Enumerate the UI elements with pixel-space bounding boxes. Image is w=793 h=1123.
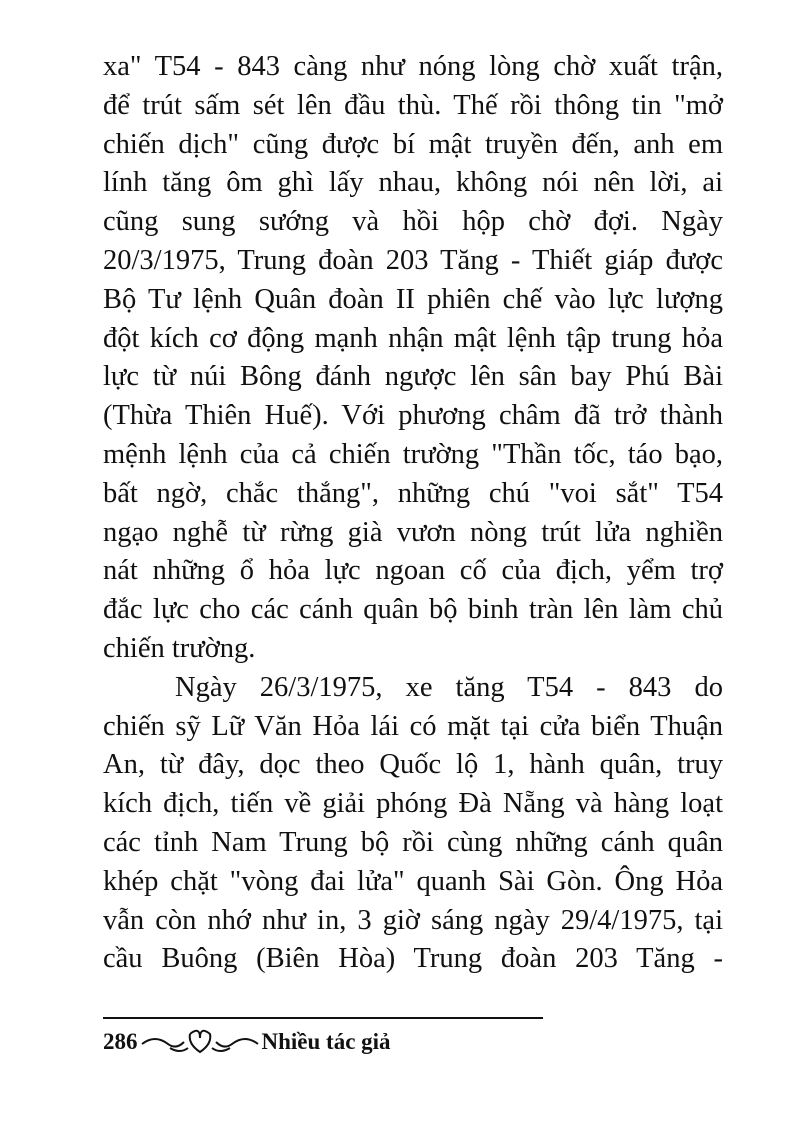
text-line: chiến trường. <box>103 632 256 664</box>
text-line: vẫn còn nhớ như in, 3 giờ sáng ngày 29/4/1975, tại <box>103 904 723 936</box>
text-line: ngạo nghễ từ rừng già vươn nòng trút lửa nghiền <box>103 516 723 548</box>
text-line: mệnh lệnh của cả chiến trường "Thần tốc, táo bạo, <box>103 438 723 470</box>
body-text <box>103 48 723 979</box>
text-line: cầu Buông (Biên Hòa) Trung đoàn 203 Tăng - <box>103 943 723 975</box>
text-line: kích địch, tiến về giải phóng Đà Nẵng và hàng loạt <box>103 788 723 820</box>
author-name: Nhiều tác giả <box>261 1029 391 1054</box>
text-line: nát những ổ hỏa lực ngoan cố của địch, yểm trợ <box>103 555 723 587</box>
text-line: lính tăng ôm ghì lấy nhau, không nói nên lời, ai <box>103 167 723 199</box>
text-line: chiến dịch" cũng được bí mật truyền đến, anh em <box>103 128 723 160</box>
text-line: cũng sung sướng và hồi hộp chờ đợi. Ngày <box>103 206 723 238</box>
text-line: để trút sấm sét lên đầu thù. Thế rồi thông tin "mở <box>103 89 723 121</box>
text-line: 20/3/1975, Trung đoàn 203 Tăng - Thiết giáp được <box>103 244 723 276</box>
text-line: chiến sỹ Lữ Văn Hỏa lái có mặt tại cửa biển Thuận <box>103 710 723 742</box>
text-line: Ngày 26/3/1975, xe tăng T54 - 843 do <box>175 671 723 703</box>
text-line: Bộ Tư lệnh Quân đoàn II phiên chế vào lực lượng <box>103 283 723 315</box>
ornament-icon <box>140 1028 260 1056</box>
text-line: (Thừa Thiên Huế). Với phương châm đã trở thành <box>103 400 723 432</box>
page-number: 286 <box>103 1029 138 1054</box>
footer-rule <box>103 1017 543 1019</box>
text-line: An, từ đây, dọc theo Quốc lộ 1, hành quân, truy <box>103 749 723 781</box>
text-line: xa" T54 - 843 càng như nóng lòng chờ xuất trận, <box>103 51 723 82</box>
text-line: đắc lực cho các cánh quân bộ binh tràn lên làm chủ <box>103 594 723 626</box>
text-line: bất ngờ, chắc thắng", những chú "voi sắt" T54 <box>103 477 723 509</box>
text-line: khép chặt "vòng đai lửa" quanh Sài Gòn. Ông Hỏa <box>103 865 723 897</box>
text-line: lực từ núi Bông đánh ngược lên sân bay Phú Bài <box>103 361 723 393</box>
text-line: đột kích cơ động mạnh nhận mật lệnh tập trung hỏa <box>103 322 723 354</box>
text-line: các tỉnh Nam Trung bộ rồi cùng những cánh quân <box>103 826 723 858</box>
page-footer <box>103 1028 391 1056</box>
